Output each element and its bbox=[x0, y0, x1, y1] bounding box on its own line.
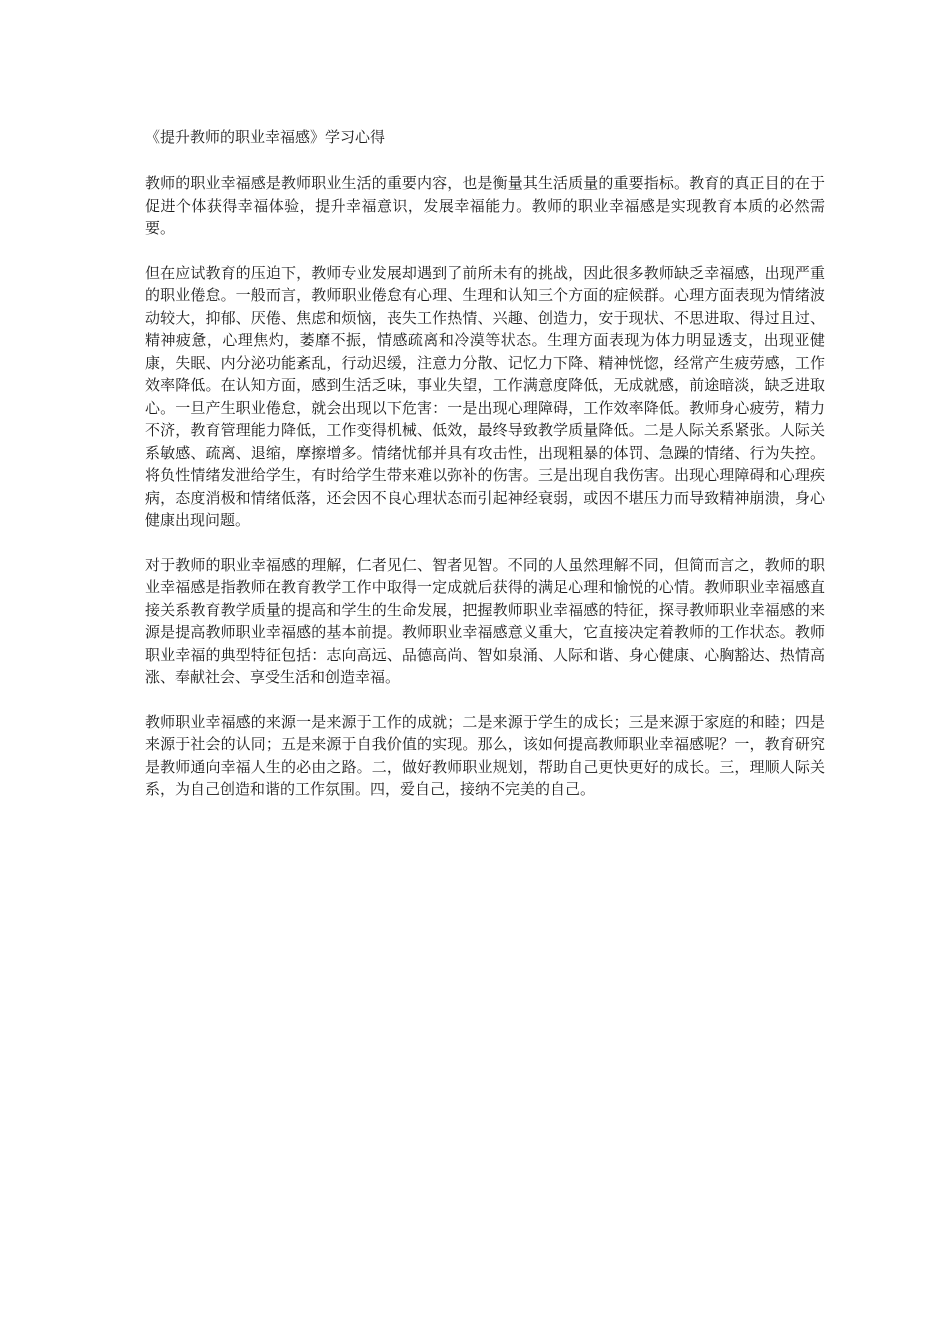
paragraph-burnout: 但在应试教育的压迫下，教师专业发展却遇到了前所未有的挑战，因此很多教师缺乏幸福感，出现严重的职业倦怠。一般而言，教师职业倦怠有心理、生理和认知三个方面的症候群。心理方面表现为情绪波动较大，抑郁、厌倦、焦虑和烦恼，丧失工作热情、兴趣、创造力，安于现状、不思进取、得过且过、精神疲惫，心理焦灼，萎靡不振，情感疏离和冷漠等状态。生理方面表现为体力明显透支，出现亚健康，失眠、内分泌功能紊乱，行动迟缓，注意力分散、记忆力下降、精神恍惚，经常产生疲劳感，工作效率降低。在认知方面，感到生活乏味，事业失望，工作满意度降低，无成就感，前途暗淡，缺乏进取心。一旦产生职业倦怠，就会出现以下危害：一是出现心理障碍，工作效率降低。教师身心疲劳，精力不济，教育管理能力降低，工作变得机械、低效，最终导致教学质量降低。二是人际关系紧张。人际关系敏感、疏离、退缩，摩擦增多。情绪忧郁并具有攻击性，出现粗暴的体罚、急躁的情绪、行为失控。将负性情绪发泄给学生，有时给学生带来难以弥补的伤害。三是出现自我伤害。出现心理障碍和心理疾病，态度消极和情绪低落，还会因不良心理状态而引起神经衰弱，或因不堪压力而导致精神崩溃，身心健康出现问题。 bbox=[145, 263, 825, 529]
paragraph-sources: 教师职业幸福感的来源一是来源于工作的成就；二是来源于学生的成长；三是来源于家庭的和睦；四是来源于社会的认同；五是来源于自我价值的实现。那么，该如何提高教师职业幸福感呢？一，教育研究是教师通向幸福人生的必由之路。二，做好教师职业规划，帮助自己更快更好的成长。三，理顺人际关系，为自己创造和谐的工作氛围。四，爱自己，接纳不完美的自己。 bbox=[145, 712, 825, 798]
paragraph-understanding: 对于教师的职业幸福感的理解，仁者见仁、智者见智。不同的人虽然理解不同，但简而言之，教师的职业幸福感是指教师在教育教学工作中取得一定成就后获得的满足心理和愉悦的心情。教师职业幸福感直接关系教育教学质量的提高和学生的生命发展，把握教师职业幸福感的特征，探寻教师职业幸福感的来源是提高教师职业幸福感的基本前提。教师职业幸福感意义重大，它直接决定着教师的工作状态。教师职业幸福的典型特征包括：志向高远、品德高尚、智如泉涌、人际和谐、身心健康、心胸豁达、热情高涨、奉献社会、享受生活和创造幸福。 bbox=[145, 555, 825, 686]
paragraph-intro: 教师的职业幸福感是教师职业生活的重要内容，也是衡量其生活质量的重要指标。教育的真正目的在于促进个体获得幸福体验，提升幸福意识，发展幸福能力。教师的职业幸福感是实现教育本质的必然需要。 bbox=[145, 174, 825, 237]
document-title: 《提升教师的职业幸福感》学习心得 bbox=[145, 128, 386, 146]
document-body bbox=[145, 126, 825, 823]
